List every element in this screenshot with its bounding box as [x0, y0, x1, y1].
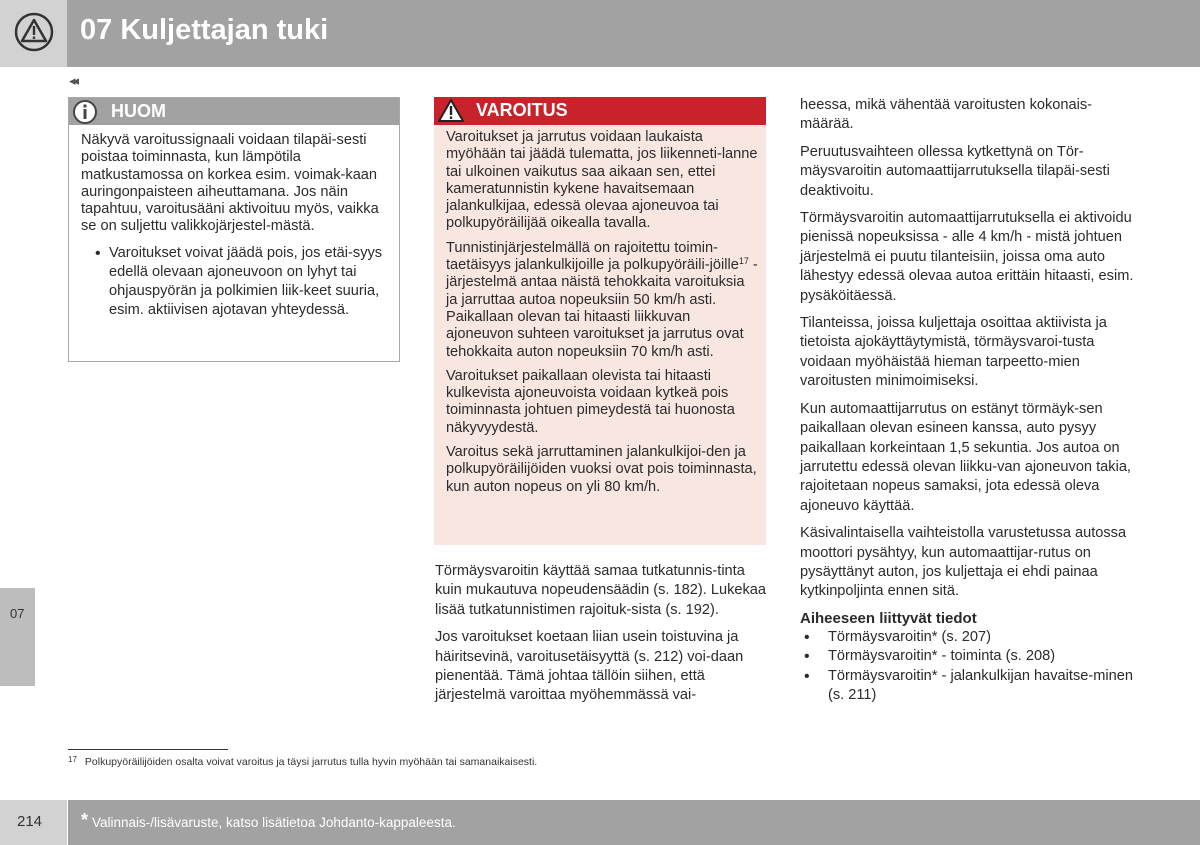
warning-triangle-icon: [437, 98, 465, 124]
related-link[interactable]: • Törmäysvaroitin* (s. 207): [800, 628, 1145, 647]
footnote-ref[interactable]: 17: [738, 256, 749, 267]
warning-text: Tunnistinjärjestelmällä on rajoitettu toimin-taetäisyys jalankulkijoille ja polkupyöräili-jöille: [446, 239, 739, 274]
related-links-list: [800, 628, 1145, 706]
column-3-text: [800, 96, 1145, 705]
footnote-divider: [68, 749, 228, 750]
warning-triangle-icon: [14, 12, 54, 52]
footer-text: Valinnais-/lisävaruste, katso lisätietoa Johdanto-kappaleesta.: [92, 815, 456, 830]
page-header: [0, 0, 1200, 67]
chapter-side-tab-label: 07: [10, 606, 25, 621]
related-heading: Aiheeseen liittyvät tiedot: [800, 609, 977, 627]
note-header: [69, 98, 399, 125]
related-link[interactable]: • Törmäysvaroitin* - jalankulkijan havaitse-minen (s. 211): [800, 667, 1145, 706]
note-box: [68, 97, 400, 362]
info-icon: [71, 99, 99, 125]
body-paragraph: Tilanteissa, joissa kuljettaja osoittaa aktiivista ja tietoista ajokäyttäytymistä, törmäysvaroi-tusta voidaan myöhäistää hieman tarpeetto-mien varoitusten minimoimiseksi.: [800, 315, 1107, 390]
body-paragraph: Kun automaattijarrutus on estänyt törmäyk-sen paikallaan olevan esineen kanssa, auto pysyy paikallaan korkeintaan 1,5 sekuntia. Jos autoa on jarrutettu edessä olevan liikku-van ajoneuvon takia, rajoitetaan nopeus samaksi, jota edessä oleva ajoneuvo käyttää.: [800, 400, 1131, 514]
chapter-title: 07 Kuljettajan tuki: [80, 14, 329, 46]
related-link[interactable]: • Törmäysvaroitin* - toiminta (s. 208): [800, 647, 1145, 666]
warning-paragraph: [446, 240, 758, 361]
warning-header: [434, 97, 766, 125]
warning-paragraph: Varoitukset paikallaan olevista tai hitaasti kulkevista ajoneuvoista voidaan kytkeä pois toiminnasta johtuen pimeydestä tai huonosta näkyvyydestä.: [446, 367, 735, 436]
footnote: [68, 756, 537, 768]
chapter-side-tab[interactable]: [0, 588, 35, 686]
footnote-number: 17: [68, 755, 77, 764]
footnote-text: Polkupyöräilijöiden osalta voivat varoitus ja täysi jarrutus tulla hyvin myöhään tai samanaikaisesti.: [84, 756, 538, 768]
footer-bar: [68, 800, 1200, 845]
warning-paragraph: Varoitukset ja jarrutus voidaan laukaista myöhään tai jäädä tulematta, jos liikenneti-lanne tai ulkoinen vaikutus saa aikaan sen, ettei kameratunnistin kykene havaitsemaan jalankulkijaa, edessä olevaa ajoneuvoa tai polkupyöräilijää oikealla tavalla.: [446, 129, 758, 232]
warning-box: [434, 97, 766, 545]
body-paragraph: Käsivalintaisella vaihteistolla varustetussa autossa moottori pysähtyy, kun automaattijar-rutus on pysäyttänyt auton, jos kuljettaja ei ehdi painaa kytkinpoljinta ennen sitä.: [800, 525, 1127, 600]
body-paragraph: Törmäysvaroitin käyttää samaa tutkatunnis-tinta kuin mukautuva nopeudensäädin (s. 182). Lukekaa lisää tutkatunnistimen rajoituk-sista (s. 192).: [435, 563, 767, 618]
body-paragraph: Törmäysvaroitin automaattijarrutuksella ei aktivoidu pienissä nopeuksissa - alle 4 km/h - mistä johtuen järjestelmä ei puutu tilanteisiin, joissa oma auto lähestyy edessä olevaa autoa erittäin hitaasti, esim. pysäköitäessä.: [800, 210, 1134, 304]
back-nav-arrows[interactable]: ◂◂: [69, 73, 77, 88]
note-title: HUOM: [111, 101, 166, 121]
body-paragraph: Jos varoitukset koetaan liian usein toistuvina ja häiritsevinä, varoitusetäisyyttä (s. 212) voi-daan pienentää. Tämä johtaa tällöin siihen, että järjestelmä varoittaa myöhemmässä vai-: [435, 629, 744, 704]
warning-text: - järjestelmä antaa näistä tehokkaita varoituksia ja jarruttaa autoa nopeuksiin 50 km/h asti. Paikallaan olevan tai hitaasti liikkuvan ajoneuvon suhteen varoitukset ja jarrutus ovat tehokkaita auton nopeuksiin 70 km/h asti.: [446, 257, 758, 360]
header-icon-box: [0, 0, 67, 67]
column-2-text: [435, 562, 770, 714]
note-body: [69, 125, 399, 320]
body-paragraph: Peruutusvaihteen ollessa kytkettynä on Tör-mäysvaroitin automaattijarrutuksella tilapäi-sesti deaktivoitu.: [800, 143, 1110, 199]
warning-paragraph: Varoitus sekä jarruttaminen jalankulkijoi-den ja polkupyöräilijöiden vuoksi ovat pois toiminnasta, kun auton nopeus on yli 80 km/h.: [446, 444, 757, 495]
body-paragraph: heessa, mikä vähentää varoitusten kokonais-määrää.: [800, 97, 1093, 133]
note-bullet: • Varoitukset voivat jäädä pois, jos etäi-syys edellä olevaan ajoneuvoon on lyhyt tai ohjauspyörän ja polkimien liik-keet suuria, esim. aktiivisen ajotavan yhteydessä.: [81, 244, 389, 320]
footer-page-box: [0, 800, 67, 845]
note-bullet-list: [81, 244, 389, 320]
warning-body: [434, 125, 766, 496]
footer-star: *: [81, 810, 89, 830]
warning-title: VAROITUS: [476, 100, 568, 120]
page-number: 214: [17, 813, 43, 830]
note-paragraph: Näkyvä varoitussignaali voidaan tilapäi-sesti poistaa toiminnasta, kun lämpötila matkustamossa on korkea esim. voimak-kaan auringonpaisteen aiheuttamana. Jos näin tapahtuu, varoitusääni aktivoituu myös, vaikka se on suljettu valikkojärjestel-mästä.: [81, 132, 379, 235]
